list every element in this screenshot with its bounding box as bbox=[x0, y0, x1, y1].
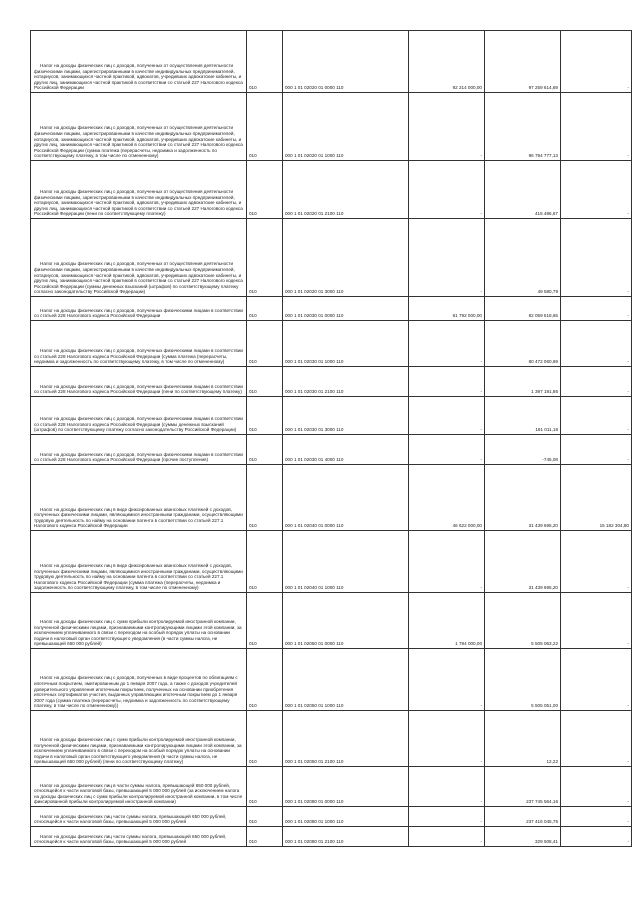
unexecuted-amount: - bbox=[561, 367, 632, 397]
indicator-name: Налог на доходы физических лиц с доходов, полученных от осуществления деятельности физическими лицами, зарегистрированными в качестве индивидуальных предпринимателей, нотариусов, занимающихся частной практикой, адвокатов, учредивших адвокатские кабинеты, и других лиц, занимающихся частной практикой в соответствии со статьей 227 Налогового кодекса Российской Федерации (сумма платежа (перерасчеты, недоимка и задолженность по соответствующему платежу, в том числе по отмененному) bbox=[31, 93, 247, 161]
approved-budget-amount: - bbox=[409, 435, 485, 465]
indicator-name: Налог на доходы физических лиц в виде фиксированных авансовых платежей с доходов, полученных физическими лицами, являющимися иностранными гражданами, осуществляющими трудовую деятельность по найму на основании патента в соответствии со статьей 227.1 Налогового кодекса Российской Федерации (сумма платежа (перерасчеты, недоимка и задолженность по соответствующему платежу, в том числе по отмененному) bbox=[31, 531, 247, 593]
budget-classification-code: 000 1 01 02030 01 0000 110 bbox=[283, 297, 409, 321]
line-code: 010 bbox=[247, 31, 283, 93]
approved-budget-amount: - bbox=[409, 711, 485, 767]
executed-amount: 237 745 564,16 bbox=[485, 767, 561, 807]
table-row bbox=[31, 93, 632, 161]
line-code: 010 bbox=[247, 161, 283, 219]
executed-amount: 5 505 063,22 bbox=[485, 593, 561, 649]
table-row bbox=[31, 827, 632, 847]
approved-budget-amount: 1 784 000,00 bbox=[409, 593, 485, 649]
indicator-name: Налог на доходы физических лиц части суммы налога, превышающей 650 000 рублей, относящейся к части налоговой базы, превышающей 5 000 000 рублей bbox=[31, 827, 247, 847]
indicator-name: Налог на доходы физических лиц с доходов, полученных физическими лицами в соответствии со статьей 228 Налогового кодекса Российской Федерации (суммы денежных взысканий (штрафов) по соответствующему платежу согласно законодательству Российской Федерации) bbox=[31, 397, 247, 435]
table-row bbox=[31, 767, 632, 807]
indicator-name: Налог на доходы физических лиц части суммы налога, превышающей 650 000 рублей, относящейся к части налоговой базы, превышающей 5 000 000 рублей bbox=[31, 807, 247, 827]
budget-classification-code: 000 1 01 02020 01 0000 110 bbox=[283, 31, 409, 93]
unexecuted-amount: - bbox=[561, 297, 632, 321]
budget-classification-code: 000 1 01 02030 01 1000 110 bbox=[283, 321, 409, 367]
budget-classification-code: 000 1 01 02020 01 1000 110 bbox=[283, 93, 409, 161]
approved-budget-amount: 46 622 000,00 bbox=[409, 465, 485, 531]
executed-amount: 49 580,79 bbox=[485, 219, 561, 297]
line-code: 010 bbox=[247, 297, 283, 321]
line-code: 010 bbox=[247, 465, 283, 531]
table-row bbox=[31, 593, 632, 649]
indicator-name: Налог на доходы физических лиц с доходов, полученных физическими лицами в соответствии со статьей 228 Налогового кодекса Российской Федерации (прочие поступления) bbox=[31, 435, 247, 465]
indicator-name: Налог на доходы физических лиц с доходов, полученных физическими лицами в соответствии со статьей 228 Налогового кодекса Российской Федерации bbox=[31, 297, 247, 321]
indicator-name: Налог на доходы физических лиц с доходов, полученных физическими лицами в соответствии со статьей 228 Налогового кодекса Российской Федерации (пени по соответствующему платежу) bbox=[31, 367, 247, 397]
unexecuted-amount: - bbox=[561, 807, 632, 827]
approved-budget-amount: - bbox=[409, 827, 485, 847]
line-code: 010 bbox=[247, 321, 283, 367]
table-row bbox=[31, 321, 632, 367]
indicator-name: Налог на доходы физических лиц с сумм прибыли контролируемой иностранной компании, полученной физическими лицами, признаваемыми контролирующими лицами этой компании, за исключением уплачиваемого в связи с переходом на особый порядок уплаты на основании подачи в налоговый орган соответствующего уведомления (в части суммы налога, не превышающей 650 000 рублей) (пени по соответствующему платежу) bbox=[31, 711, 247, 767]
line-code: 010 bbox=[247, 767, 283, 807]
budget-classification-code: 000 1 01 02040 01 0000 110 bbox=[283, 465, 409, 531]
table-row bbox=[31, 397, 632, 435]
executed-amount: 1 397 191,86 bbox=[485, 367, 561, 397]
unexecuted-amount: - bbox=[561, 397, 632, 435]
line-code: 010 bbox=[247, 807, 283, 827]
budget-classification-code: 000 1 01 02050 01 0000 110 bbox=[283, 593, 409, 649]
table-row bbox=[31, 531, 632, 593]
table-row bbox=[31, 435, 632, 465]
budget-classification-code: 000 1 01 02030 01 2100 110 bbox=[283, 367, 409, 397]
executed-amount: 191 011,18 bbox=[485, 397, 561, 435]
approved-budget-amount: - bbox=[409, 767, 485, 807]
unexecuted-amount: - bbox=[561, 435, 632, 465]
table-row bbox=[31, 219, 632, 297]
unexecuted-amount: - bbox=[561, 161, 632, 219]
line-code: 010 bbox=[247, 397, 283, 435]
approved-budget-amount: - bbox=[409, 397, 485, 435]
table-row bbox=[31, 161, 632, 219]
executed-amount: 82 059 518,65 bbox=[485, 297, 561, 321]
line-code: 010 bbox=[247, 435, 283, 465]
approved-budget-amount: - bbox=[409, 531, 485, 593]
approved-budget-amount: - bbox=[409, 219, 485, 297]
executed-amount: 97 259 614,69 bbox=[485, 31, 561, 93]
unexecuted-amount: - bbox=[561, 649, 632, 711]
executed-amount: 237 416 045,75 bbox=[485, 807, 561, 827]
unexecuted-amount: - bbox=[561, 767, 632, 807]
approved-budget-amount: - bbox=[409, 367, 485, 397]
approved-budget-amount: - bbox=[409, 807, 485, 827]
approved-budget-amount: 61 792 000,00 bbox=[409, 297, 485, 321]
executed-amount: 80 472 060,69 bbox=[485, 321, 561, 367]
unexecuted-amount: - bbox=[561, 593, 632, 649]
line-code: 010 bbox=[247, 827, 283, 847]
unexecuted-amount: - bbox=[561, 321, 632, 367]
budget-classification-code: 000 1 01 02040 01 1000 110 bbox=[283, 531, 409, 593]
table-row bbox=[31, 649, 632, 711]
executed-amount: 12,22 bbox=[485, 711, 561, 767]
line-code: 010 bbox=[247, 593, 283, 649]
executed-amount: 5 505 051,00 bbox=[485, 649, 561, 711]
indicator-name: Налог на доходы физических лиц с доходов, полученных от осуществления деятельности физическими лицами, зарегистрированными в качестве индивидуальных предпринимателей, нотариусов, занимающихся частной практикой, адвокатов, учредивших адвокатские кабинеты, и других лиц, занимающихся частной практикой в соответствии со статьей 227 Налогового кодекса Российской Федерации bbox=[31, 31, 247, 93]
unexecuted-amount: - bbox=[561, 93, 632, 161]
line-code: 010 bbox=[247, 711, 283, 767]
unexecuted-amount: - bbox=[561, 219, 632, 297]
executed-amount: -745,08 bbox=[485, 435, 561, 465]
table-row bbox=[31, 297, 632, 321]
indicator-name: Налог на доходы физических лиц с доходов, полученных в виде процентов по облигациям с ипотечным покрытием, эмитированным до 1 января 2007 года, а также с доходов учредителей доверительного управления ипотечным покрытием, полученных на основании приобретения ипотечных сертификатов участия, выданных управляющим ипотечным покрытием до 1 января 2007 года (сумма платежа (перерасчеты, недоимка и задолженность по соответствующему платежу, в том числе по отмененному)) bbox=[31, 649, 247, 711]
approved-budget-amount: - bbox=[409, 93, 485, 161]
line-code: 010 bbox=[247, 649, 283, 711]
unexecuted-amount: 15 182 304,80 bbox=[561, 465, 632, 531]
revenue-table bbox=[30, 30, 632, 847]
indicator-name: Налог на доходы физических лиц с доходов, полученных от осуществления деятельности физическими лицами, зарегистрированными в качестве индивидуальных предпринимателей, нотариусов, занимающихся частной практикой, адвокатов, учредивших адвокатские кабинеты, и других лиц, занимающихся частной практикой в соответствии со статьей 227 Налогового кодекса Российской Федерации (пени по соответствующему платежу) bbox=[31, 161, 247, 219]
executed-amount: 31 439 695,20 bbox=[485, 465, 561, 531]
unexecuted-amount: - bbox=[561, 531, 632, 593]
budget-classification-code: 000 1 01 02020 01 3000 110 bbox=[283, 219, 409, 297]
executed-amount: 31 439 695,20 bbox=[485, 531, 561, 593]
line-code: 010 bbox=[247, 93, 283, 161]
budget-classification-code: 000 1 01 02050 01 1000 110 bbox=[283, 649, 409, 711]
report-sheet bbox=[30, 30, 631, 847]
budget-classification-code: 000 1 01 02050 01 2100 110 bbox=[283, 711, 409, 767]
line-code: 010 bbox=[247, 219, 283, 297]
line-code: 010 bbox=[247, 367, 283, 397]
table-row bbox=[31, 31, 632, 93]
indicator-name: Налог на доходы физических лиц с сумм прибыли контролируемой иностранной компании, полученной физическими лицами, признаваемыми контролирующими лицами этой компании, за исключением уплачиваемого в связи с переходом на особый порядок уплаты на основании подачи в налоговый орган соответствующего уведомления (в части суммы налога, не превышающей 650 000 рублей) bbox=[31, 593, 247, 649]
unexecuted-amount: - bbox=[561, 31, 632, 93]
table-row bbox=[31, 367, 632, 397]
indicator-name: Налог на доходы физических лиц с доходов, полученных от осуществления деятельности физическими лицами, зарегистрированными в качестве индивидуальных предпринимателей, нотариусов, занимающихся частной практикой, адвокатов, учредивших адвокатские кабинеты, и других лиц, занимающихся частной практикой в соответствии со статьей 227 Налогового кодекса Российской Федерации (суммы денежных взысканий (штрафов) по соответствующему платежу согласно законодательству Российской Федерации) bbox=[31, 219, 247, 297]
executed-amount: 415 486,67 bbox=[485, 161, 561, 219]
executed-amount: 329 508,41 bbox=[485, 827, 561, 847]
executed-amount: 96 794 777,13 bbox=[485, 93, 561, 161]
indicator-name: Налог на доходы физических лиц в виде фиксированных авансовых платежей с доходов, полученных физическими лицами, являющимися иностранными гражданами, осуществляющими трудовую деятельность по найму на основании патента в соответствии со статьей 227.1 Налогового кодекса Российской Федерации bbox=[31, 465, 247, 531]
budget-classification-code: 000 1 01 02080 01 1000 110 bbox=[283, 807, 409, 827]
unexecuted-amount: - bbox=[561, 827, 632, 847]
table-row bbox=[31, 465, 632, 531]
approved-budget-amount: - bbox=[409, 321, 485, 367]
table-row bbox=[31, 807, 632, 827]
budget-classification-code: 000 1 01 02030 01 4000 110 bbox=[283, 435, 409, 465]
line-code: 010 bbox=[247, 531, 283, 593]
budget-classification-code: 000 1 01 02080 01 2100 110 bbox=[283, 827, 409, 847]
indicator-name: Налог на доходы физических лиц с доходов, полученных физическими лицами в соответствии со статьей 228 Налогового кодекса Российской Федерации (сумма платежа (перерасчеты, недоимка и задолженность по соответствующему платежу, в том числе по отмененному) bbox=[31, 321, 247, 367]
approved-budget-amount: - bbox=[409, 649, 485, 711]
budget-classification-code: 000 1 01 02080 01 0000 110 bbox=[283, 767, 409, 807]
approved-budget-amount: 92 214 000,00 bbox=[409, 31, 485, 93]
budget-classification-code: 000 1 01 02030 01 3000 110 bbox=[283, 397, 409, 435]
budget-classification-code: 000 1 01 02020 01 2100 110 bbox=[283, 161, 409, 219]
table-row bbox=[31, 711, 632, 767]
unexecuted-amount: - bbox=[561, 711, 632, 767]
indicator-name: Налог на доходы физических лиц в части суммы налога, превышающей 650 000 рублей, относящейся к части налоговой базы, превышающей 5 000 000 рублей (за исключением налога на доходы физических лиц с сумм прибыли контролируемой иностранной компании, в том числе фиксированной прибыли контролируемой иностранной компании) bbox=[31, 767, 247, 807]
approved-budget-amount: - bbox=[409, 161, 485, 219]
